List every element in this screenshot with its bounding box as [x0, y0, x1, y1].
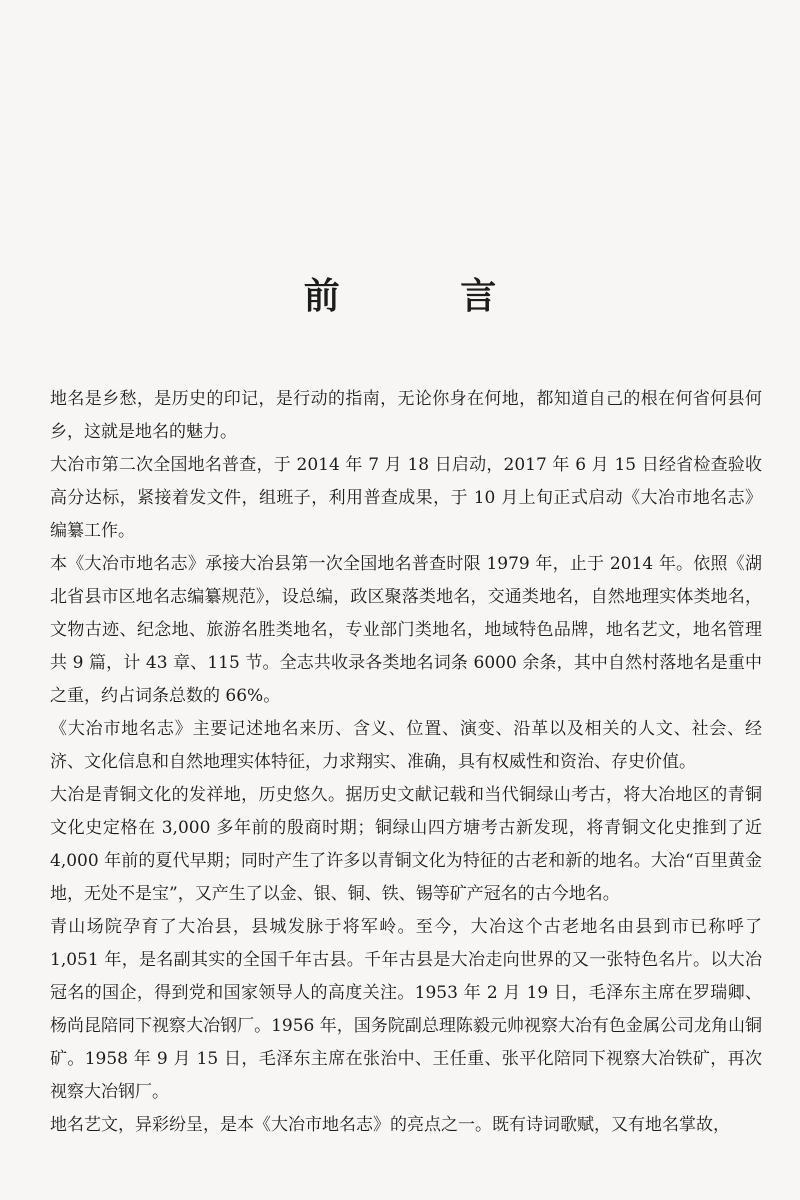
- paragraph-3: 本《大冶市地名志》承接大冶县第一次全国地名普查时限 1979 年，止于 2014 年。依照《湖北省县市区地名志编纂规范》，设总编，政区聚落类地名，交通类地名，自然地理实体类地名，文物古迹、纪念地、旅游名胜类地名，专业部门类地名，地域特色品牌，地名艺文，地名管理共 9 篇，计 43 章、115 节。全志共收录各类地名词条 6000 余条，其中自然村落地名是重中之重，约占词条总数的 66%。: [50, 554, 762, 706]
- paragraph-2: 大冶市第二次全国地名普查，于 2014 年 7 月 18 日启动，2017 年 6 月 15 日经省检查验收高分达标，紧接着发文件，组班子，利用普查成果，于 10 月上旬正式启动《大冶市地名志》编纂工作。: [50, 455, 762, 541]
- paragraph-5: 大冶是青铜文化的发祥地，历史悠久。据历史文献记载和当代铜绿山考古，将大冶地区的青铜文化史定格在 3,000 多年前的殷商时期；铜绿山四方塘考古新发现，将青铜文化史推到了近 4,000 年前的夏代早期；同时产生了许多以青铜文化为特征的古老和新的地名。大冶“百里黄金地，无处不是宝”，又产生了以金、银、铜、铁、锡等矿产冠名的古今地名。: [50, 785, 762, 904]
- page-title: 前 言: [303, 275, 551, 317]
- paragraph-1: 地名是乡愁，是历史的印记，是行动的指南，无论你身在何地，都知道自己的根在何省何县何乡，这就是地名的魅力。: [50, 389, 762, 442]
- paragraph-6: 青山场院孕育了大冶县，县城发脉于将军岭。至今，大冶这个古老地名由县到市已称呼了 1,051 年，是名副其实的全国千年古县。千年古县是大冶走向世界的又一张特色名片。以大冶冠名的国企，得到党和国家领导人的高度关注。1953 年 2 月 19 日，毛泽东主席在罗瑞卿、杨尚昆陪同下视察大冶钢厂。1956 年，国务院副总理陈毅元帅视察大冶有色金属公司龙角山铜矿。1958 年 9 月 15 日，毛泽东主席在张治中、王任重、张平化陪同下视察大冶铁矿，再次视察大冶钢厂。: [50, 917, 762, 1102]
- preface-body: [50, 383, 762, 1142]
- paragraph-7: 地名艺文，异彩纷呈，是本《大冶市地名志》的亮点之一。既有诗词歌赋，又有地名掌故，: [50, 1115, 730, 1135]
- paragraph-4: 《大冶市地名志》主要记述地名来历、含义、位置、演变、沿革以及相关的人文、社会、经济、文化信息和自然地理实体特征，力求翔实、准确，具有权威性和资治、存史价值。: [50, 719, 762, 772]
